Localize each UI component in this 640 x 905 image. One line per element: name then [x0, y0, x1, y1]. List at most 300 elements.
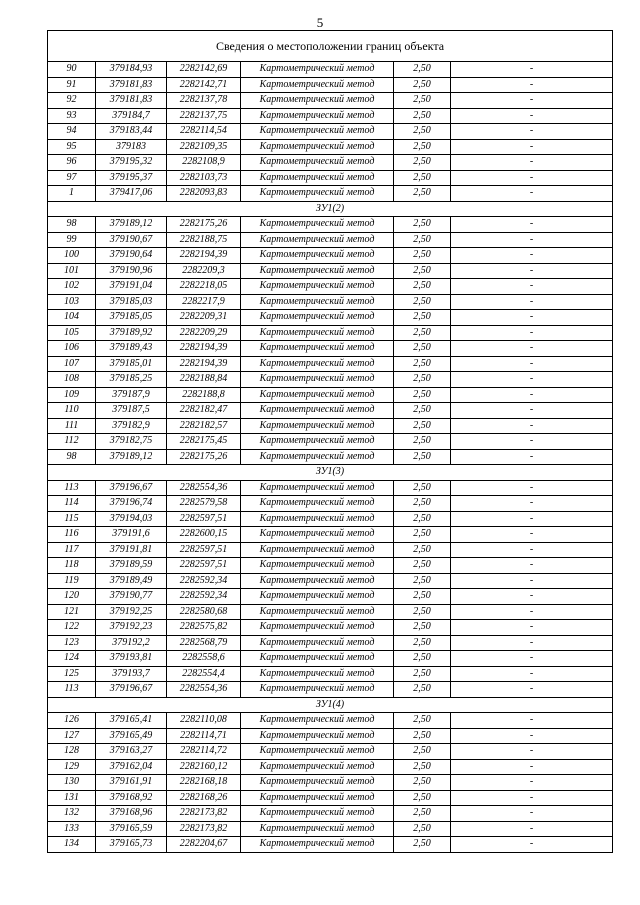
method-cell: Картометрический метод — [241, 93, 394, 109]
point-number-cell: 98 — [48, 217, 96, 233]
description-cell: - — [451, 356, 613, 372]
table-row — [48, 480, 613, 496]
point-number-cell: 134 — [48, 837, 96, 853]
y-coordinate-cell: 2282160,12 — [167, 759, 241, 775]
description-cell: - — [451, 821, 613, 837]
method-cell: Картометрический метод — [241, 589, 394, 605]
boundary-table-container — [47, 30, 612, 853]
accuracy-cell: 2,50 — [394, 728, 451, 744]
point-number-cell: 113 — [48, 480, 96, 496]
method-cell: Картометрический метод — [241, 604, 394, 620]
accuracy-cell: 2,50 — [394, 217, 451, 233]
table-row — [48, 93, 613, 109]
point-number-cell: 99 — [48, 232, 96, 248]
method-cell: Картометрический метод — [241, 325, 394, 341]
method-cell: Картометрический метод — [241, 759, 394, 775]
y-coordinate-cell: 2282209,29 — [167, 325, 241, 341]
x-coordinate-cell: 379189,12 — [96, 217, 167, 233]
description-cell: - — [451, 480, 613, 496]
accuracy-cell: 2,50 — [394, 480, 451, 496]
point-number-cell: 128 — [48, 744, 96, 760]
y-coordinate-cell: 2282182,57 — [167, 418, 241, 434]
x-coordinate-cell: 379417,06 — [96, 186, 167, 202]
accuracy-cell: 2,50 — [394, 558, 451, 574]
description-cell: - — [451, 263, 613, 279]
method-cell: Картометрический метод — [241, 434, 394, 450]
table-row — [48, 775, 613, 791]
x-coordinate-cell: 379195,37 — [96, 170, 167, 186]
accuracy-cell: 2,50 — [394, 232, 451, 248]
point-number-cell: 132 — [48, 806, 96, 822]
accuracy-cell: 2,50 — [394, 77, 451, 93]
point-number-cell: 102 — [48, 279, 96, 295]
table-row — [48, 77, 613, 93]
method-cell: Картометрический метод — [241, 666, 394, 682]
x-coordinate-cell: 379184,7 — [96, 108, 167, 124]
description-cell: - — [451, 511, 613, 527]
x-coordinate-cell: 379182,9 — [96, 418, 167, 434]
description-cell: - — [451, 341, 613, 357]
x-coordinate-cell: 379165,41 — [96, 713, 167, 729]
accuracy-cell: 2,50 — [394, 263, 451, 279]
table-row — [48, 310, 613, 326]
y-coordinate-cell: 2282168,18 — [167, 775, 241, 791]
table-row — [48, 713, 613, 729]
y-coordinate-cell: 2282554,36 — [167, 480, 241, 496]
method-cell: Картометрический метод — [241, 527, 394, 543]
description-cell: - — [451, 325, 613, 341]
x-coordinate-cell: 379192,25 — [96, 604, 167, 620]
point-number-cell: 106 — [48, 341, 96, 357]
x-coordinate-cell: 379189,49 — [96, 573, 167, 589]
y-coordinate-cell: 2282137,78 — [167, 93, 241, 109]
point-number-cell: 131 — [48, 790, 96, 806]
description-cell: - — [451, 186, 613, 202]
description-cell: - — [451, 434, 613, 450]
method-cell: Картометрический метод — [241, 170, 394, 186]
x-coordinate-cell: 379196,67 — [96, 480, 167, 496]
table-row — [48, 449, 613, 465]
method-cell: Картометрический метод — [241, 124, 394, 140]
description-cell: - — [451, 170, 613, 186]
description-cell: - — [451, 108, 613, 124]
point-number-cell: 101 — [48, 263, 96, 279]
point-number-cell: 133 — [48, 821, 96, 837]
accuracy-cell: 2,50 — [394, 759, 451, 775]
accuracy-cell: 2,50 — [394, 682, 451, 698]
table-row — [48, 759, 613, 775]
x-coordinate-cell: 379184,93 — [96, 62, 167, 78]
x-coordinate-cell: 379163,27 — [96, 744, 167, 760]
accuracy-cell: 2,50 — [394, 372, 451, 388]
y-coordinate-cell: 2282568,79 — [167, 635, 241, 651]
method-cell: Картометрический метод — [241, 403, 394, 419]
table-title: Сведения о местоположении границ объекта — [48, 31, 613, 62]
description-cell: - — [451, 279, 613, 295]
table-row — [48, 62, 613, 78]
accuracy-cell: 2,50 — [394, 573, 451, 589]
x-coordinate-cell: 379185,03 — [96, 294, 167, 310]
point-number-cell: 124 — [48, 651, 96, 667]
y-coordinate-cell: 2282114,71 — [167, 728, 241, 744]
section-header-row — [48, 201, 613, 217]
description-cell: - — [451, 558, 613, 574]
point-number-cell: 94 — [48, 124, 96, 140]
x-coordinate-cell: 379193,81 — [96, 651, 167, 667]
point-number-cell: 109 — [48, 387, 96, 403]
accuracy-cell: 2,50 — [394, 418, 451, 434]
page-number: 5 — [316, 15, 324, 30]
accuracy-cell: 2,50 — [394, 279, 451, 295]
y-coordinate-cell: 2282114,54 — [167, 124, 241, 140]
method-cell: Картометрический метод — [241, 294, 394, 310]
description-cell: - — [451, 620, 613, 636]
accuracy-cell: 2,50 — [394, 387, 451, 403]
table-row — [48, 790, 613, 806]
accuracy-cell: 2,50 — [394, 434, 451, 450]
method-cell: Картометрический метод — [241, 356, 394, 372]
method-cell: Картометрический метод — [241, 713, 394, 729]
x-coordinate-cell: 379193,7 — [96, 666, 167, 682]
table-row — [48, 837, 613, 853]
y-coordinate-cell: 2282592,34 — [167, 573, 241, 589]
x-coordinate-cell: 379165,73 — [96, 837, 167, 853]
description-cell: - — [451, 806, 613, 822]
x-coordinate-cell: 379185,01 — [96, 356, 167, 372]
accuracy-cell: 2,50 — [394, 310, 451, 326]
table-row — [48, 186, 613, 202]
y-coordinate-cell: 2282579,58 — [167, 496, 241, 512]
x-coordinate-cell: 379189,92 — [96, 325, 167, 341]
x-coordinate-cell: 379161,91 — [96, 775, 167, 791]
point-number-cell: 122 — [48, 620, 96, 636]
method-cell: Картометрический метод — [241, 139, 394, 155]
point-number-cell: 90 — [48, 62, 96, 78]
accuracy-cell: 2,50 — [394, 744, 451, 760]
table-row — [48, 372, 613, 388]
accuracy-cell: 2,50 — [394, 124, 451, 140]
description-cell: - — [451, 77, 613, 93]
table-row — [48, 356, 613, 372]
section-label: ЗУ1(4) — [48, 697, 613, 713]
accuracy-cell: 2,50 — [394, 589, 451, 605]
method-cell: Картометрический метод — [241, 186, 394, 202]
y-coordinate-cell: 2282218,05 — [167, 279, 241, 295]
accuracy-cell: 2,50 — [394, 248, 451, 264]
method-cell: Картометрический метод — [241, 341, 394, 357]
table-row — [48, 666, 613, 682]
point-number-cell: 117 — [48, 542, 96, 558]
description-cell: - — [451, 294, 613, 310]
accuracy-cell: 2,50 — [394, 186, 451, 202]
table-row — [48, 542, 613, 558]
point-number-cell: 130 — [48, 775, 96, 791]
x-coordinate-cell: 379191,6 — [96, 527, 167, 543]
method-cell: Картометрический метод — [241, 837, 394, 853]
x-coordinate-cell: 379195,32 — [96, 155, 167, 171]
y-coordinate-cell: 2282597,51 — [167, 558, 241, 574]
table-row — [48, 232, 613, 248]
y-coordinate-cell: 2282110,08 — [167, 713, 241, 729]
point-number-cell: 100 — [48, 248, 96, 264]
method-cell: Картометрический метод — [241, 387, 394, 403]
table-row — [48, 620, 613, 636]
x-coordinate-cell: 379165,49 — [96, 728, 167, 744]
y-coordinate-cell: 2282188,8 — [167, 387, 241, 403]
description-cell: - — [451, 651, 613, 667]
x-coordinate-cell: 379168,92 — [96, 790, 167, 806]
point-number-cell: 111 — [48, 418, 96, 434]
y-coordinate-cell: 2282558,6 — [167, 651, 241, 667]
point-number-cell: 110 — [48, 403, 96, 419]
y-coordinate-cell: 2282575,82 — [167, 620, 241, 636]
accuracy-cell: 2,50 — [394, 651, 451, 667]
accuracy-cell: 2,50 — [394, 666, 451, 682]
method-cell: Картометрический метод — [241, 744, 394, 760]
method-cell: Картометрический метод — [241, 108, 394, 124]
point-number-cell: 95 — [48, 139, 96, 155]
table-row — [48, 558, 613, 574]
description-cell: - — [451, 124, 613, 140]
x-coordinate-cell: 379194,03 — [96, 511, 167, 527]
y-coordinate-cell: 2282093,83 — [167, 186, 241, 202]
table-row — [48, 279, 613, 295]
y-coordinate-cell: 2282597,51 — [167, 511, 241, 527]
y-coordinate-cell: 2282188,84 — [167, 372, 241, 388]
section-header-row — [48, 697, 613, 713]
method-cell: Картометрический метод — [241, 217, 394, 233]
x-coordinate-cell: 379191,81 — [96, 542, 167, 558]
table-row — [48, 248, 613, 264]
table-row — [48, 403, 613, 419]
method-cell: Картометрический метод — [241, 449, 394, 465]
description-cell: - — [451, 155, 613, 171]
y-coordinate-cell: 2282592,34 — [167, 589, 241, 605]
accuracy-cell: 2,50 — [394, 527, 451, 543]
description-cell: - — [451, 496, 613, 512]
x-coordinate-cell: 379182,75 — [96, 434, 167, 450]
accuracy-cell: 2,50 — [394, 790, 451, 806]
y-coordinate-cell: 2282209,31 — [167, 310, 241, 326]
table-title-row — [48, 31, 613, 62]
method-cell: Картометрический метод — [241, 651, 394, 667]
accuracy-cell: 2,50 — [394, 403, 451, 419]
y-coordinate-cell: 2282194,39 — [167, 356, 241, 372]
table-row — [48, 821, 613, 837]
point-number-cell: 96 — [48, 155, 96, 171]
y-coordinate-cell: 2282175,26 — [167, 449, 241, 465]
x-coordinate-cell: 379189,12 — [96, 449, 167, 465]
method-cell: Картометрический метод — [241, 418, 394, 434]
x-coordinate-cell: 379183 — [96, 139, 167, 155]
x-coordinate-cell: 379192,2 — [96, 635, 167, 651]
description-cell: - — [451, 232, 613, 248]
table-row — [48, 294, 613, 310]
method-cell: Картометрический метод — [241, 263, 394, 279]
description-cell: - — [451, 728, 613, 744]
description-cell: - — [451, 790, 613, 806]
accuracy-cell: 2,50 — [394, 496, 451, 512]
table-row — [48, 124, 613, 140]
accuracy-cell: 2,50 — [394, 139, 451, 155]
method-cell: Картометрический метод — [241, 62, 394, 78]
accuracy-cell: 2,50 — [394, 542, 451, 558]
y-coordinate-cell: 2282217,9 — [167, 294, 241, 310]
y-coordinate-cell: 2282175,26 — [167, 217, 241, 233]
x-coordinate-cell: 379185,05 — [96, 310, 167, 326]
x-coordinate-cell: 379162,04 — [96, 759, 167, 775]
accuracy-cell: 2,50 — [394, 620, 451, 636]
table-row — [48, 418, 613, 434]
table-row — [48, 635, 613, 651]
y-coordinate-cell: 2282175,45 — [167, 434, 241, 450]
description-cell: - — [451, 418, 613, 434]
table-row — [48, 682, 613, 698]
y-coordinate-cell: 2282554,4 — [167, 666, 241, 682]
x-coordinate-cell: 379183,44 — [96, 124, 167, 140]
x-coordinate-cell: 379190,96 — [96, 263, 167, 279]
y-coordinate-cell: 2282103,73 — [167, 170, 241, 186]
point-number-cell: 112 — [48, 434, 96, 450]
method-cell: Картометрический метод — [241, 496, 394, 512]
description-cell: - — [451, 62, 613, 78]
method-cell: Картометрический метод — [241, 511, 394, 527]
x-coordinate-cell: 379181,83 — [96, 77, 167, 93]
description-cell: - — [451, 682, 613, 698]
section-header-row — [48, 465, 613, 481]
y-coordinate-cell: 2282182,47 — [167, 403, 241, 419]
method-cell: Картометрический метод — [241, 728, 394, 744]
point-number-cell: 93 — [48, 108, 96, 124]
accuracy-cell: 2,50 — [394, 155, 451, 171]
y-coordinate-cell: 2282114,72 — [167, 744, 241, 760]
description-cell: - — [451, 666, 613, 682]
description-cell: - — [451, 372, 613, 388]
y-coordinate-cell: 2282554,36 — [167, 682, 241, 698]
method-cell: Картометрический метод — [241, 821, 394, 837]
description-cell: - — [451, 775, 613, 791]
table-row — [48, 527, 613, 543]
y-coordinate-cell: 2282109,35 — [167, 139, 241, 155]
method-cell: Картометрический метод — [241, 775, 394, 791]
point-number-cell: 126 — [48, 713, 96, 729]
y-coordinate-cell: 2282580,68 — [167, 604, 241, 620]
accuracy-cell: 2,50 — [394, 170, 451, 186]
point-number-cell: 118 — [48, 558, 96, 574]
method-cell: Картометрический метод — [241, 620, 394, 636]
accuracy-cell: 2,50 — [394, 821, 451, 837]
table-row — [48, 573, 613, 589]
table-row — [48, 108, 613, 124]
description-cell: - — [451, 248, 613, 264]
table-row — [48, 744, 613, 760]
table-row — [48, 604, 613, 620]
y-coordinate-cell: 2282142,71 — [167, 77, 241, 93]
description-cell: - — [451, 139, 613, 155]
table-row — [48, 387, 613, 403]
description-cell: - — [451, 310, 613, 326]
description-cell: - — [451, 527, 613, 543]
x-coordinate-cell: 379187,9 — [96, 387, 167, 403]
point-number-cell: 91 — [48, 77, 96, 93]
method-cell: Картометрический метод — [241, 248, 394, 264]
y-coordinate-cell: 2282137,75 — [167, 108, 241, 124]
point-number-cell: 127 — [48, 728, 96, 744]
y-coordinate-cell: 2282194,39 — [167, 248, 241, 264]
table-row — [48, 263, 613, 279]
table-row — [48, 170, 613, 186]
y-coordinate-cell: 2282204,67 — [167, 837, 241, 853]
method-cell: Картометрический метод — [241, 558, 394, 574]
accuracy-cell: 2,50 — [394, 837, 451, 853]
table-row — [48, 217, 613, 233]
y-coordinate-cell: 2282194,39 — [167, 341, 241, 357]
y-coordinate-cell: 2282600,15 — [167, 527, 241, 543]
x-coordinate-cell: 379191,04 — [96, 279, 167, 295]
y-coordinate-cell: 2282597,51 — [167, 542, 241, 558]
point-number-cell: 116 — [48, 527, 96, 543]
method-cell: Картометрический метод — [241, 310, 394, 326]
table-row — [48, 806, 613, 822]
method-cell: Картометрический метод — [241, 573, 394, 589]
description-cell: - — [451, 744, 613, 760]
accuracy-cell: 2,50 — [394, 775, 451, 791]
method-cell: Картометрический метод — [241, 279, 394, 295]
point-number-cell: 129 — [48, 759, 96, 775]
y-coordinate-cell: 2282173,82 — [167, 821, 241, 837]
table-row — [48, 589, 613, 605]
table-row — [48, 155, 613, 171]
description-cell: - — [451, 837, 613, 853]
description-cell: - — [451, 217, 613, 233]
point-number-cell: 108 — [48, 372, 96, 388]
x-coordinate-cell: 379190,77 — [96, 589, 167, 605]
accuracy-cell: 2,50 — [394, 62, 451, 78]
y-coordinate-cell: 2282209,3 — [167, 263, 241, 279]
accuracy-cell: 2,50 — [394, 604, 451, 620]
accuracy-cell: 2,50 — [394, 294, 451, 310]
accuracy-cell: 2,50 — [394, 806, 451, 822]
description-cell: - — [451, 542, 613, 558]
accuracy-cell: 2,50 — [394, 325, 451, 341]
section-label: ЗУ1(2) — [48, 201, 613, 217]
method-cell: Картометрический метод — [241, 480, 394, 496]
description-cell: - — [451, 759, 613, 775]
y-coordinate-cell: 2282168,26 — [167, 790, 241, 806]
method-cell: Картометрический метод — [241, 806, 394, 822]
table-row — [48, 651, 613, 667]
point-number-cell: 92 — [48, 93, 96, 109]
method-cell: Картометрический метод — [241, 232, 394, 248]
accuracy-cell: 2,50 — [394, 449, 451, 465]
accuracy-cell: 2,50 — [394, 635, 451, 651]
description-cell: - — [451, 387, 613, 403]
point-number-cell: 121 — [48, 604, 96, 620]
x-coordinate-cell: 379196,74 — [96, 496, 167, 512]
x-coordinate-cell: 379165,59 — [96, 821, 167, 837]
description-cell: - — [451, 635, 613, 651]
point-number-cell: 107 — [48, 356, 96, 372]
point-number-cell: 105 — [48, 325, 96, 341]
y-coordinate-cell: 2282188,75 — [167, 232, 241, 248]
point-number-cell: 119 — [48, 573, 96, 589]
accuracy-cell: 2,50 — [394, 713, 451, 729]
point-number-cell: 97 — [48, 170, 96, 186]
description-cell: - — [451, 589, 613, 605]
method-cell: Картометрический метод — [241, 372, 394, 388]
method-cell: Картометрический метод — [241, 790, 394, 806]
method-cell: Картометрический метод — [241, 542, 394, 558]
